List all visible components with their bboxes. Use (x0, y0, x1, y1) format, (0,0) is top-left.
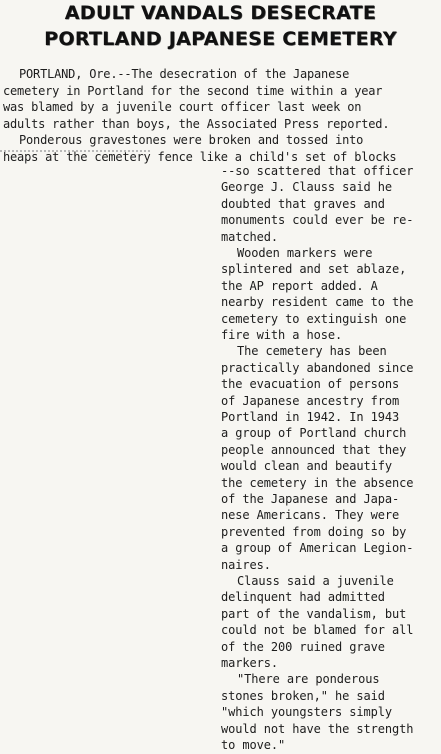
article-line: George J. Clauss said he (221, 180, 392, 195)
column-divider (0, 150, 150, 152)
article-line: the cemetery in the absence (221, 475, 414, 490)
article-line: prevented from doing so by (221, 524, 407, 539)
article-line: stones broken," he said (221, 688, 385, 703)
article-line: matched. (221, 229, 278, 244)
article-line: could not be blamed for all (221, 623, 414, 638)
article-line: cemetery in Portland for the second time within a year (3, 83, 383, 98)
headline-line-2: PORTLAND JAPANESE CEMETERY (44, 28, 397, 50)
article-line: adults rather than boys, the Associated Press reported. (3, 116, 390, 131)
article-line: to move." (221, 738, 286, 752)
article-line: part of the vandalism, but (221, 606, 407, 621)
article-line: doubted that graves and (221, 196, 385, 211)
article-line: "There are ponderous (237, 672, 380, 687)
article-line: cemetery to extinguish one (221, 311, 407, 326)
article-line: splintered and set ablaze, (221, 262, 407, 277)
article-line: Wooden markers were (237, 246, 373, 260)
article-line: Clauss said a juvenile (237, 574, 394, 588)
article-line: nese Americans. They were (221, 508, 400, 523)
article-line: naires. (221, 557, 271, 572)
article-line: would clean and beautify (221, 459, 392, 474)
article-line: The cemetery has been (237, 344, 387, 359)
article-line: practically abandoned since (221, 360, 414, 375)
article-line: would not have the strength (221, 721, 414, 736)
article-line: --so scattered that officer (221, 164, 414, 178)
article-line: of Japanese ancestry from (221, 393, 400, 408)
article-line: of the 200 ruined grave (221, 639, 385, 654)
article-line: the evacuation of persons (221, 377, 400, 392)
article-line: a group of American Legion- (221, 541, 414, 556)
article-line: Portland in 1942. In 1943 (221, 410, 400, 424)
article-line: markers. (221, 656, 278, 670)
article-line: was blamed by a juvenile court officer last week on (3, 100, 362, 115)
article-line: PORTLAND, Ore.--The desecration of the Japanese (19, 67, 350, 81)
article-line: heaps at the cemetery fence like a child's set of blocks (3, 150, 397, 164)
article-line: of the Japanese and Japa- (221, 492, 400, 506)
article-line: the AP report added. A (221, 278, 378, 293)
article-line: Ponderous gravestones were broken and tossed into (19, 133, 364, 148)
article-line: "which youngsters simply (221, 705, 392, 720)
article-line: fire with a hose. (221, 328, 343, 342)
article-line: people announced that they (221, 442, 407, 457)
headline-line-1: ADULT VANDALS DESECRATE (64, 2, 377, 24)
article-line: a group of Portland church (221, 426, 407, 441)
article-line: nearby resident came to the (221, 295, 414, 310)
article-line: delinquent had admitted (221, 590, 385, 605)
article-line: monuments could ever be re- (221, 213, 414, 228)
